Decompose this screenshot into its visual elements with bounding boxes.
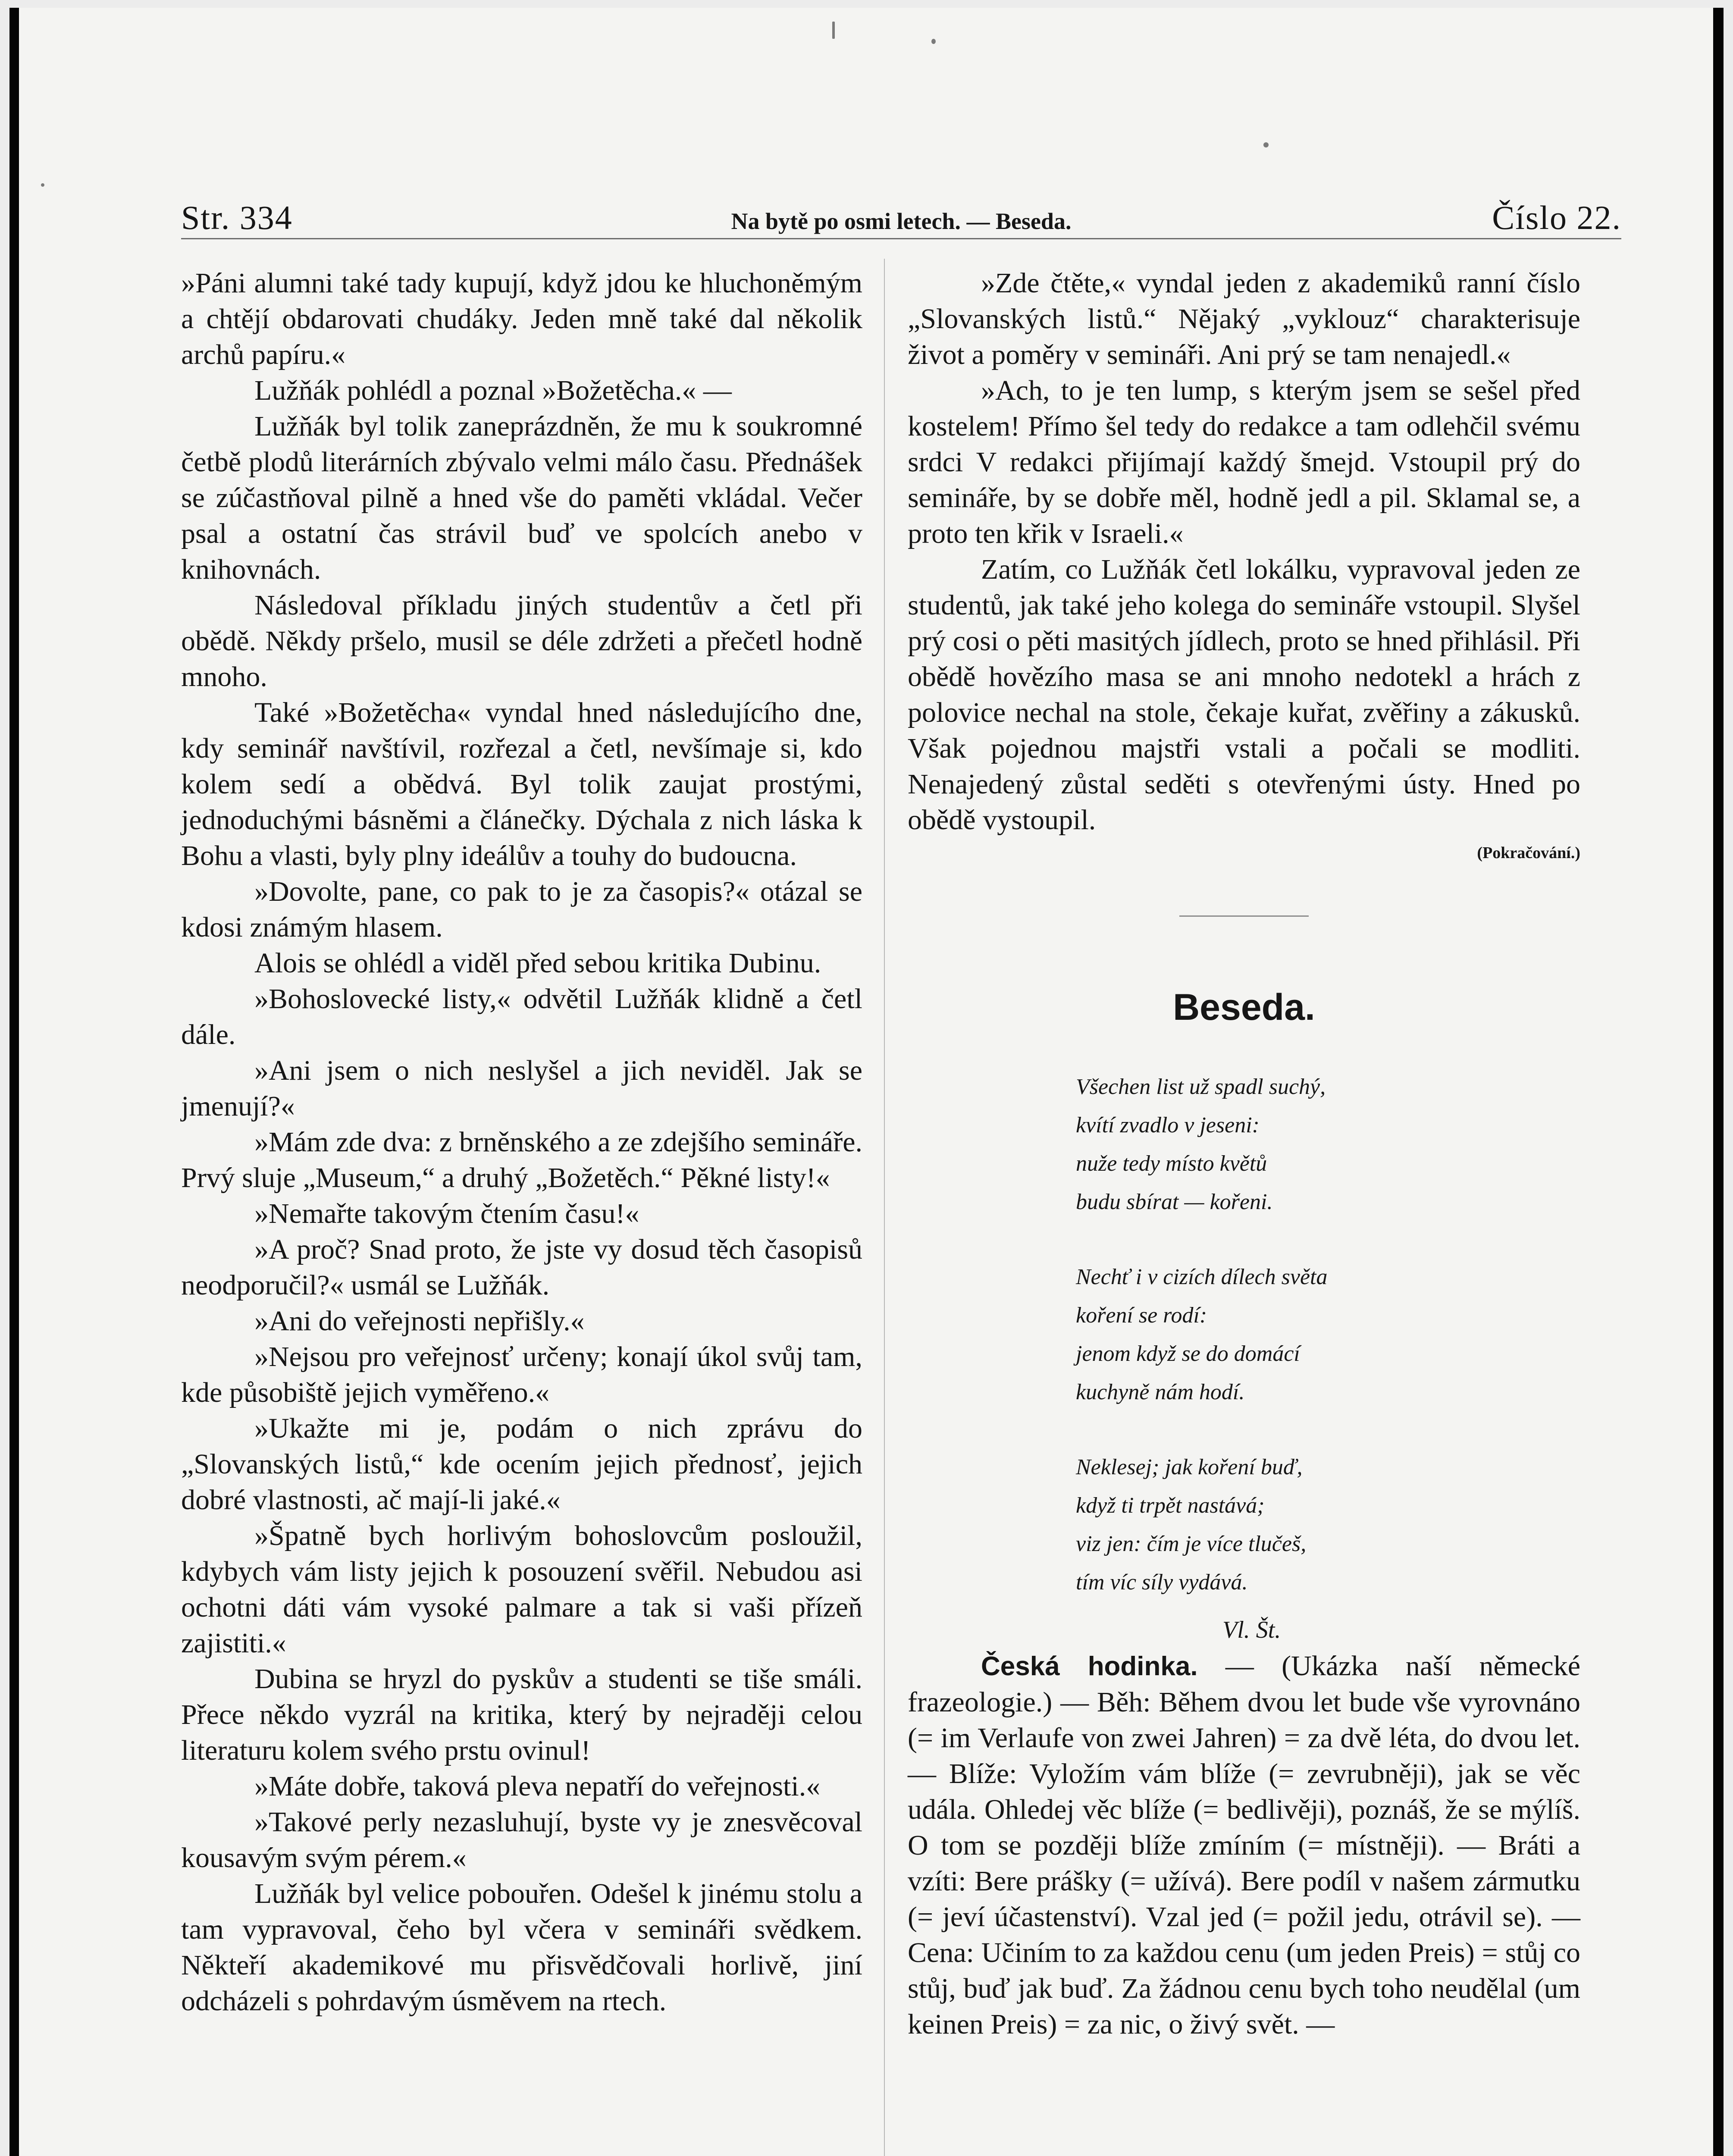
scan-edge-right (1713, 8, 1724, 2156)
running-title: Na bytě po osmi letech. — Beseda. (731, 208, 1072, 234)
poem-stanza (1076, 1448, 1580, 1601)
paragraph: »A proč? Snad proto, že jste vy dosud těch časopisů neodporučil?« usmál se Lužňák. (181, 1234, 862, 1301)
poem-line: tím víc síly vydává. (1076, 1570, 1248, 1595)
scan-speck (1263, 142, 1269, 147)
poem-line: nuže tedy místo květů (1076, 1151, 1267, 1176)
right-column (908, 265, 1580, 2042)
poem-line: kuchyně nám hodí. (1076, 1380, 1245, 1404)
paragraph: Zatím, co Lužňák četl lokálku, vypravoval jeden ze studentů, jak také jeho kolega do semináře vstoupil. Slyšel prý cosi o pěti masitých jídlech, proto se hned přihlásil. Při obědě hovězího masa se ani mnoho nedotekl a hrách z polovice nechal na stole, čekaje kuřat, zvěřiny a zákusků. Však pojednou majstři vstali a počali se modliti. Nenajedený zůstal seděti s otevřenými ústy. Hned po obědě vystoupil. (908, 554, 1580, 836)
poem-line: Neklesej; jak koření buď, (1076, 1455, 1303, 1479)
poem-line: Nechť i v cizích dílech světa (1076, 1265, 1328, 1289)
header-rule (181, 238, 1621, 239)
paragraph: »Páni alumni také tady kupují, když jdou ke hluchoněmým a chtějí obdarovati chudáky. Jeden mně také dal několik archů papíru.« (181, 267, 862, 370)
page-header (181, 190, 1621, 237)
poem-line: jenom když se do domácí (1076, 1341, 1300, 1366)
poem-line: když ti trpět nastává; (1076, 1493, 1265, 1518)
hodinka-paragraph (908, 1648, 1580, 2042)
issue-number: Číslo 22. (1492, 199, 1621, 236)
paragraph: Lužňák byl tolik zaneprázdněn, že mu k soukromné četbě plodů literárních zbývalo velmi málo času. Přednášek se zúčastňoval pilně a hned vše do paměti vkládal. Večer psal a ostatní čas strávil buď ve spolcích anebo v knihovnách. (181, 411, 862, 585)
paragraph: »Bohoslovecké listy,« odvětil Lužňák klidně a četl dále. (181, 983, 862, 1050)
paragraph: »Máte dobře, taková pleva nepatří do veřejnosti.« (254, 1771, 821, 1802)
poem-line: budu sbírat — kořeni. (1076, 1190, 1273, 1214)
poem-line: kvítí zvadlo v jeseni: (1076, 1113, 1260, 1138)
paragraph: »Špatně bych horlivým bohoslovcům posloužil, kdybych vám listy jejich k posouzení svěřil. Nebudou asi ochotni dáti vám vysoké palmare a tak si vaši přízeň zajistiti.« (181, 1520, 862, 1659)
paragraph: »Takové perly nezasluhují, byste vy je znesvěcoval kousavým svým pérem.« (181, 1806, 862, 1874)
poem-line: koření se rodí: (1076, 1303, 1207, 1328)
scan-speck (931, 39, 936, 44)
paragraph: »Nemařte takovým čtením času!« (254, 1198, 639, 1229)
scan-speck (41, 183, 44, 187)
continued-note: (Pokračování.) (1477, 844, 1580, 862)
column-divider (884, 259, 885, 2156)
paragraph: Lužňák byl velice pobouřen. Odešel k jinému stolu a tam vypravoval, čeho byl včera v semináři svědkem. Někteří akademikové mu přisvědčovali horlivě, jiní odcházeli s pohrdavým úsměvem na rtech. (181, 1878, 862, 2017)
scan-speck (832, 22, 835, 39)
left-column (181, 265, 862, 2019)
poem-line: viz jen: čím je více tlučeš, (1076, 1532, 1307, 1556)
poem-stanza (1076, 1258, 1580, 1411)
section-title: Beseda. (1173, 987, 1315, 1028)
poem-line: Všechen list už spadl suchý, (1076, 1075, 1326, 1099)
paragraph: Také »Božetěcha« vyndal hned následujícího dne, kdy seminář navštívil, rozřezal a četl, nevšímaje si, kdo kolem sedí a obědvá. Byl tolik zaujat prostými, jednoduchými básněmi a článečky. Dýchala z nich láska k Bohu a vlasti, byly plny ideálův a touhy do budoucna. (181, 697, 862, 871)
paragraph: »Ani do veřejnosti nepřišly.« (254, 1305, 585, 1337)
paragraph: »Ani jsem o nich neslyšel a jich neviděl. Jak se jmenují?« (181, 1055, 862, 1122)
section-rule (1179, 915, 1309, 917)
poem-stanza (1076, 1068, 1580, 1221)
page-number: Str. 334 (181, 199, 293, 236)
paragraph: »Nejsou pro veřejnosť určeny; konají úkol svůj tam, kde působiště jejich vyměřeno.« (181, 1341, 862, 1408)
paragraph: Lužňák pohlédl a poznal »Božetěcha.« — (254, 375, 732, 406)
poem (1076, 1068, 1580, 1601)
hodinka-text: — (Ukázka naší německé frazeologie.) — Běh: Během dvou let bude vše vyrovnáno (= im Verlaufe von zwei Jahren) = za dvě léta, do dvou let. — Blíže: Vyložím vám blíže (= zevrubněji), jak se věc udála. Ohledej věc blíže (= bedlivěji), poznáš, že se mýlíš. O tom se později blíže zmíním (= místněji). — Bráti a vzíti: Bere prášky (= užívá). Bere podíl v našem zármutku (= jeví účastenství). Vzal jed (= požil jedu, otrávil se). — Cena: Učiním to za každou cenu (um jeden Preis) = stůj co stůj, buď jak buď. Za žádnou cenu bych toho neudělal (um keinen Preis) = za nic, o živý svět. — (908, 1650, 1580, 2040)
poem-signature: Vl. Št. (1222, 1617, 1281, 1643)
paragraph: Alois se ohlédl a viděl před sebou kritika Dubinu. (254, 947, 821, 979)
paragraph: »Mám zde dva: z brněnského a ze zdejšího semináře. Prvý sluje „Museum,“ a druhý „Božetěch.“ Pěkné listy!« (181, 1126, 862, 1194)
paragraph: »Ukažte mi je, podám o nich zprávu do „Slovanských listů,“ kde ocením jejich přednosť, jejich dobré vlastnosti, ač mají-li jaké.« (181, 1413, 862, 1516)
paragraph: »Zde čtěte,« vyndal jeden z akademiků ranní číslo „Slovanských listů.“ Nějaký „vyklouz“ charakterisuje život a poměry v semináři. Ani prý se tam nenajedl.« (908, 267, 1580, 370)
scan-edge-left (9, 8, 19, 2156)
paragraph: »Dovolte, pane, co pak to je za časopis?« otázal se kdosi známým hlasem. (181, 876, 862, 943)
paragraph: »Ach, to je ten lump, s kterým jsem se sešel před kostelem! Přímo šel tedy do redakce a tam odlehčil svému srdci V redakci přijímají každý šmejd. Vstoupil prý do semináře, by se dobře měl, hodně jedl a pil. Sklamal se, a proto ten křik v Israeli.« (908, 375, 1580, 549)
paragraph: Následoval příkladu jiných studentův a četl při obědě. Někdy pršelo, musil se déle zdržeti a přečetl hodně mnoho. (181, 589, 862, 693)
hodinka-lead: Česká hodinka. (981, 1651, 1198, 1681)
paragraph: Dubina se hryzl do pyskův a studenti se tiše smáli. Přece někdo vyzrál na kritika, který by nejraději celou literaturu kolem svého prstu ovinul! (181, 1663, 862, 1766)
